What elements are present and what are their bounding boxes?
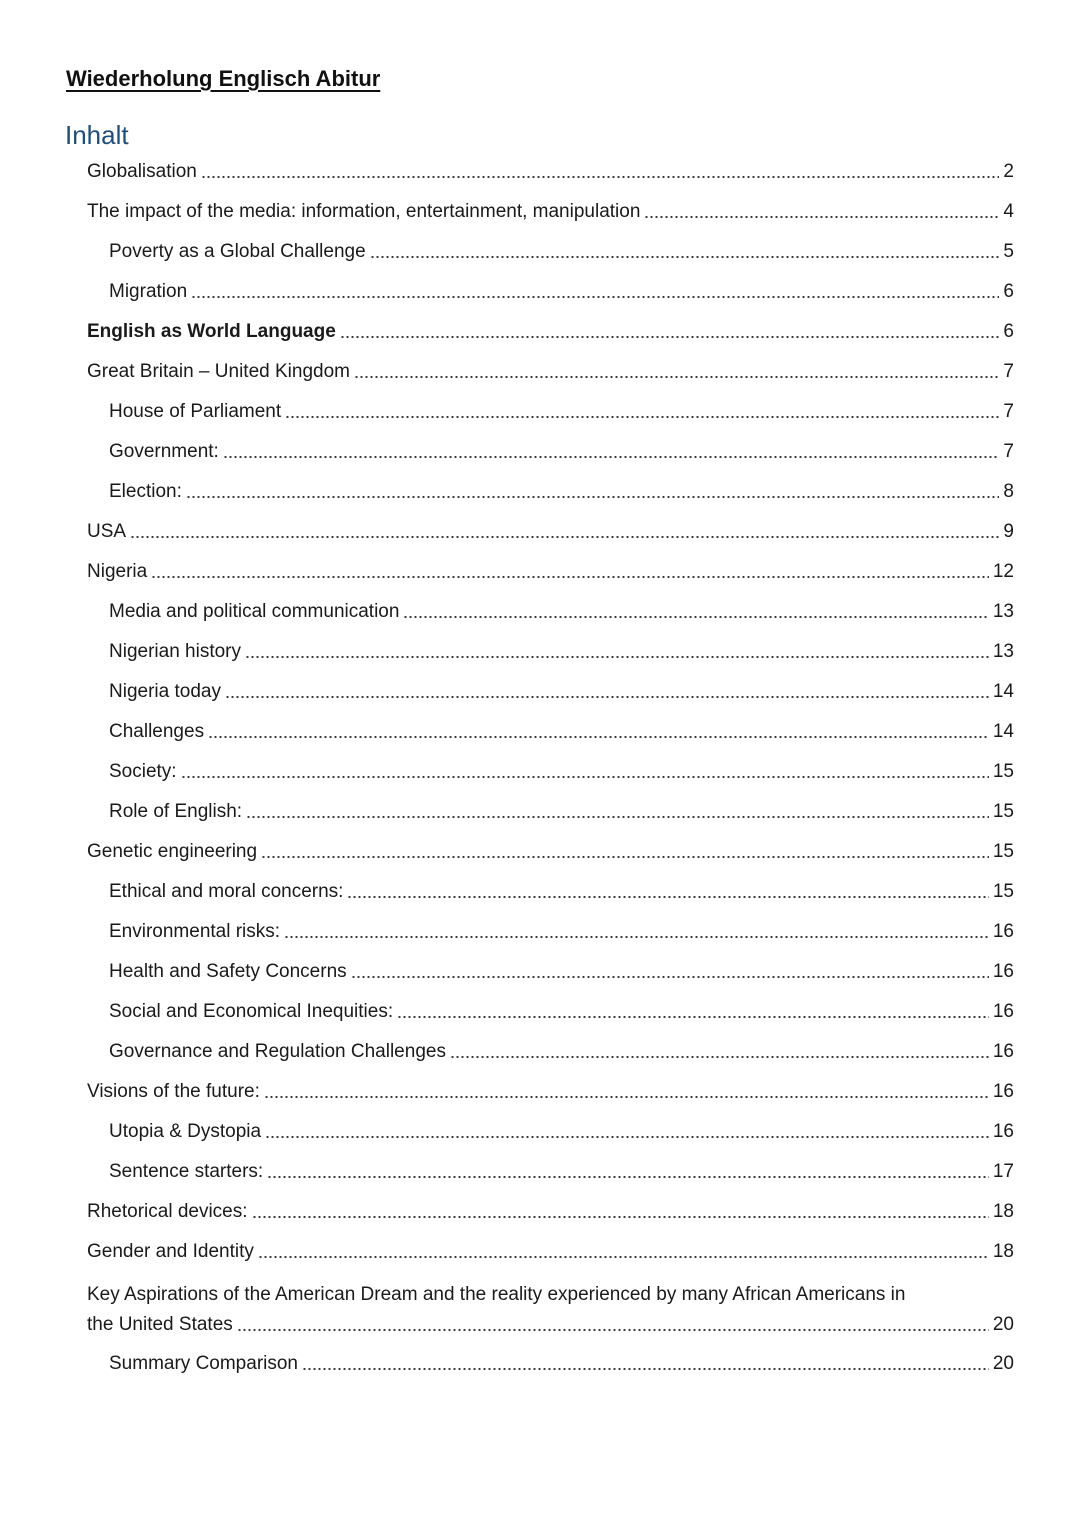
toc-entry-label[interactable]: Nigerian history: [109, 641, 241, 662]
toc-page-number[interactable]: 15: [992, 881, 1014, 902]
toc-dot-leader: [130, 535, 999, 539]
toc-page-number[interactable]: 16: [992, 1121, 1014, 1142]
toc-entry-label[interactable]: Great Britain – United Kingdom: [87, 361, 350, 382]
toc-entry-label[interactable]: Society:: [109, 761, 177, 782]
toc-entry[interactable]: [87, 432, 1014, 472]
toc-entry-label[interactable]: Genetic engineering: [87, 841, 258, 862]
toc-entry-label-line2[interactable]: the United States: [87, 1314, 233, 1335]
toc-page-number[interactable]: 16: [992, 921, 1014, 942]
toc-entry-label[interactable]: The impact of the media: information, entertainment, manipulation: [87, 201, 641, 222]
toc-page-number[interactable]: 2: [1003, 161, 1014, 182]
toc-entry[interactable]: [87, 192, 1014, 232]
toc-dot-leader: [264, 1095, 989, 1099]
toc-entry[interactable]: [87, 472, 1014, 512]
toc-page-number[interactable]: 18: [992, 1241, 1014, 1262]
toc-page-number[interactable]: 14: [992, 721, 1014, 742]
toc-entry[interactable]: [87, 312, 1014, 352]
toc-dot-leader: [354, 375, 999, 379]
toc-entry[interactable]: [87, 392, 1014, 432]
toc-dot-leader: [191, 295, 999, 299]
toc-page-number[interactable]: 8: [1003, 481, 1014, 502]
toc-entry[interactable]: [87, 592, 1014, 632]
toc-dot-leader: [252, 1215, 989, 1219]
toc-entry[interactable]: [87, 1232, 1014, 1272]
toc-dot-leader: [302, 1367, 989, 1371]
toc-page-number[interactable]: 15: [992, 841, 1014, 862]
toc-entry[interactable]: [87, 992, 1014, 1032]
toc-page-number[interactable]: 16: [992, 1001, 1014, 1022]
toc-page-number[interactable]: 5: [1003, 241, 1014, 262]
toc-dot-leader: [208, 735, 989, 739]
toc-entry-label[interactable]: Media and political communication: [109, 601, 400, 622]
toc-dot-leader: [347, 895, 988, 899]
toc-entry[interactable]: [87, 1112, 1014, 1152]
toc-entry-label[interactable]: Government:: [109, 441, 219, 462]
toc-entry[interactable]: [87, 752, 1014, 792]
toc-entry-line2: [87, 1310, 1014, 1340]
toc-dot-leader: [258, 1255, 989, 1259]
toc-entry-label[interactable]: House of Parliament: [109, 401, 282, 422]
toc-page-number[interactable]: 4: [1003, 201, 1014, 222]
toc-entry-label[interactable]: Utopia & Dystopia: [109, 1121, 262, 1142]
toc-entry-label[interactable]: Ethical and moral concerns:: [109, 881, 344, 902]
toc-entry-label[interactable]: Poverty as a Global Challenge: [109, 241, 366, 262]
toc-entry-label[interactable]: Sentence starters:: [109, 1161, 264, 1182]
toc-entry-label[interactable]: USA: [87, 521, 127, 542]
toc-dot-leader: [267, 1175, 989, 1179]
toc-page-number[interactable]: 20: [992, 1314, 1014, 1335]
toc-dot-leader: [246, 815, 989, 819]
toc-page-number[interactable]: 16: [992, 961, 1014, 982]
toc-entry[interactable]: [87, 1072, 1014, 1112]
toc-entry-label[interactable]: Rhetorical devices:: [87, 1201, 248, 1222]
toc-entry-label[interactable]: Summary Comparison: [109, 1353, 298, 1374]
toc-page-number[interactable]: 15: [992, 801, 1014, 822]
toc-dot-leader: [285, 415, 999, 419]
toc-page-number[interactable]: 14: [992, 681, 1014, 702]
toc-entry-label[interactable]: Election:: [109, 481, 182, 502]
toc-entry-label[interactable]: Nigeria: [87, 561, 148, 582]
toc-dot-leader: [397, 1015, 989, 1019]
toc-dot-leader: [151, 575, 989, 579]
toc-dot-leader: [370, 255, 1000, 259]
toc-entry[interactable]: [87, 1272, 1014, 1344]
toc-dot-leader: [351, 975, 989, 979]
toc-entry-label[interactable]: Environmental risks:: [109, 921, 281, 942]
table-of-contents: [87, 152, 1014, 1384]
toc-entry-label[interactable]: Migration: [109, 281, 188, 302]
toc-entry[interactable]: [87, 832, 1014, 872]
toc-entry-label[interactable]: Nigeria today: [109, 681, 221, 702]
toc-entry[interactable]: [87, 912, 1014, 952]
toc-dot-leader: [237, 1328, 989, 1332]
toc-entry[interactable]: [87, 1152, 1014, 1192]
toc-entry[interactable]: [87, 512, 1014, 552]
toc-page-number[interactable]: 18: [992, 1201, 1014, 1222]
toc-page-number[interactable]: 7: [1003, 441, 1014, 462]
toc-page-number[interactable]: 7: [1003, 401, 1014, 422]
toc-entry-label[interactable]: English as World Language: [87, 321, 336, 342]
toc-dot-leader: [284, 935, 989, 939]
toc-entry[interactable]: [87, 552, 1014, 592]
toc-dot-leader: [450, 1055, 989, 1059]
toc-entry-label[interactable]: Gender and Identity: [87, 1241, 254, 1262]
toc-page-number[interactable]: 16: [992, 1041, 1014, 1062]
toc-dot-leader: [644, 215, 999, 219]
toc-entry[interactable]: [87, 232, 1014, 272]
toc-dot-leader: [403, 615, 988, 619]
toc-page-number[interactable]: 16: [992, 1081, 1014, 1102]
toc-entry[interactable]: [87, 872, 1014, 912]
toc-entry[interactable]: [87, 672, 1014, 712]
toc-entry[interactable]: [87, 1032, 1014, 1072]
toc-entry[interactable]: [87, 792, 1014, 832]
toc-page-number[interactable]: 17: [992, 1161, 1014, 1182]
toc-entry-label-line1[interactable]: Key Aspirations of the American Dream and the reality experienced by many African Americans in: [87, 1284, 906, 1305]
toc-page-number[interactable]: 15: [992, 761, 1014, 782]
toc-entry-label[interactable]: Social and Economical Inequities:: [109, 1001, 394, 1022]
toc-page-number[interactable]: 7: [1003, 361, 1014, 382]
toc-dot-leader: [245, 655, 989, 659]
toc-entry-label[interactable]: Role of English:: [109, 801, 243, 822]
toc-page-number[interactable]: 6: [1003, 321, 1014, 342]
toc-entry-label[interactable]: Visions of the future:: [87, 1081, 260, 1102]
toc-page-number[interactable]: 13: [992, 601, 1014, 622]
toc-page-number[interactable]: 13: [992, 641, 1014, 662]
toc-entry-label[interactable]: Challenges: [109, 721, 205, 742]
toc-entry[interactable]: [87, 952, 1014, 992]
toc-dot-leader: [340, 335, 1000, 339]
toc-page-number[interactable]: 20: [992, 1353, 1014, 1374]
toc-entry[interactable]: [87, 272, 1014, 312]
toc-entry-label[interactable]: Health and Safety Concerns: [109, 961, 347, 982]
toc-entry[interactable]: [87, 1344, 1014, 1384]
toc-dot-leader: [186, 495, 1000, 499]
toc-entry[interactable]: [87, 352, 1014, 392]
toc-entry[interactable]: [87, 712, 1014, 752]
toc-page-number[interactable]: 6: [1003, 281, 1014, 302]
toc-heading: Inhalt: [65, 120, 129, 150]
toc-dot-leader: [181, 775, 989, 779]
toc-dot-leader: [225, 695, 989, 699]
toc-entry-label[interactable]: Globalisation: [87, 161, 197, 182]
toc-page-number[interactable]: 9: [1003, 521, 1014, 542]
toc-dot-leader: [223, 455, 1000, 459]
toc-dot-leader: [201, 175, 1000, 179]
toc-dot-leader: [261, 855, 989, 859]
document-title: Wiederholung Englisch Abitur: [66, 66, 381, 91]
toc-entry[interactable]: [87, 632, 1014, 672]
toc-entry[interactable]: [87, 152, 1014, 192]
toc-entry-label[interactable]: Governance and Regulation Challenges: [109, 1041, 446, 1062]
toc-dot-leader: [265, 1135, 989, 1139]
toc-entry[interactable]: [87, 1192, 1014, 1232]
toc-page-number[interactable]: 12: [992, 561, 1014, 582]
